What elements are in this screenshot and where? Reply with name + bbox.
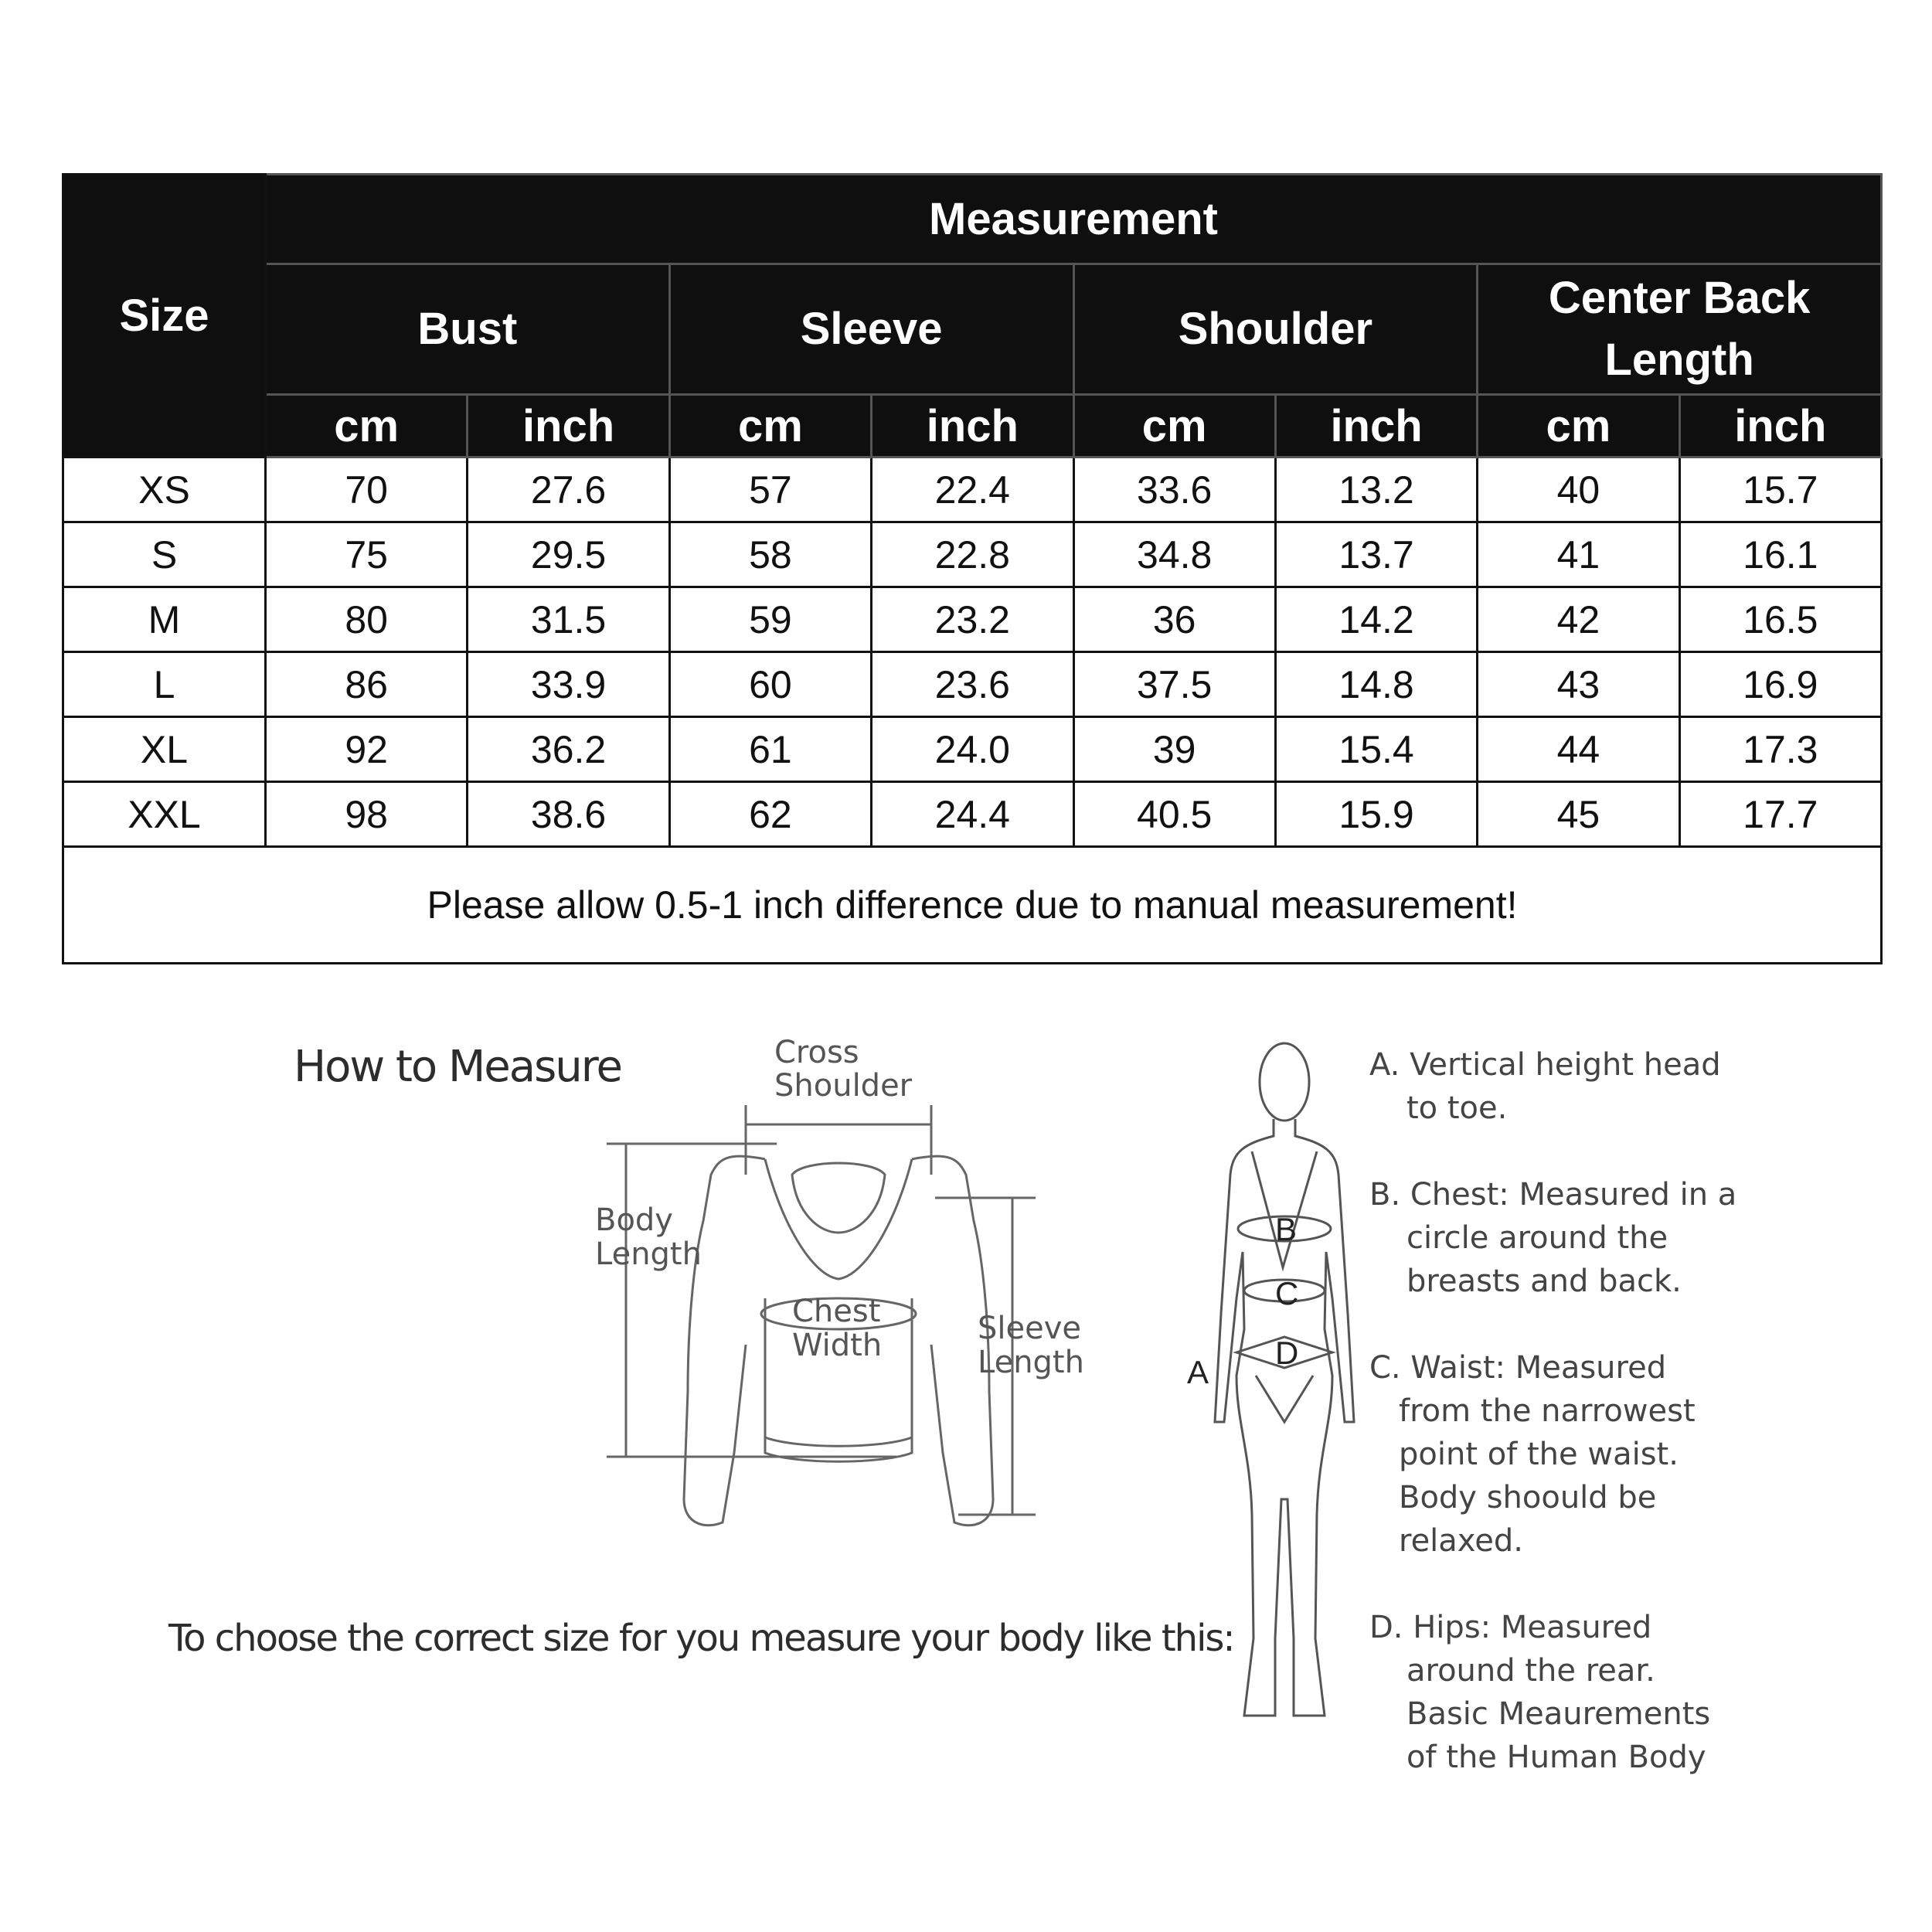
note-line: D. Hips: Measured: [1369, 1610, 1652, 1645]
value-cell: 17.7: [1679, 782, 1881, 847]
value-cell: 75: [266, 522, 468, 587]
value-cell: 61: [669, 717, 871, 782]
value-cell: 33.6: [1073, 457, 1275, 522]
sleeve-length-label: Length: [978, 1345, 1084, 1380]
note-line: B. Chest: Measured in a: [1369, 1177, 1737, 1213]
value-cell: 60: [669, 652, 871, 717]
value-cell: 13.2: [1275, 457, 1477, 522]
note-line: Basic Meaurements: [1406, 1696, 1711, 1732]
note-c: [1369, 1346, 1771, 1563]
size-cell: S: [63, 522, 266, 587]
body-head: [1260, 1043, 1309, 1121]
body-letter-c: C: [1275, 1275, 1299, 1311]
group-header-shoulder: Shoulder: [1073, 264, 1478, 395]
garment-hem: [765, 1437, 912, 1446]
value-cell: 16.1: [1679, 522, 1881, 587]
value-cell: 92: [266, 717, 468, 782]
cross-shoulder-label: Cross: [774, 1035, 859, 1070]
value-cell: 22.8: [872, 522, 1073, 587]
value-cell: 23.6: [872, 652, 1073, 717]
table-row: [63, 587, 1882, 652]
table-row: [63, 782, 1882, 847]
body-length-label: Body: [595, 1202, 673, 1238]
value-cell: 16.5: [1679, 587, 1881, 652]
body-letter-d: D: [1275, 1335, 1299, 1371]
group-header-bust: Bust: [266, 264, 670, 395]
note-line: to toe.: [1406, 1090, 1508, 1126]
value-cell: 15.4: [1275, 717, 1477, 782]
unit-header: inch: [1679, 395, 1881, 457]
value-cell: 14.2: [1275, 587, 1477, 652]
chest-width-label: Chest: [792, 1294, 881, 1329]
body-length-label: Length: [595, 1236, 702, 1272]
note-d: [1369, 1606, 1771, 1779]
table-row: [63, 457, 1882, 522]
body-letter-a: A: [1187, 1354, 1209, 1390]
body-measure-diagram: [1159, 1020, 1360, 1762]
note-line: relaxed.: [1399, 1523, 1523, 1559]
value-cell: 31.5: [468, 587, 669, 652]
body-letter-b: B: [1275, 1211, 1298, 1247]
table-row: [63, 717, 1882, 782]
value-cell: 36.2: [468, 717, 669, 782]
note-line: Body shoould be: [1399, 1480, 1657, 1515]
value-cell: 70: [266, 457, 468, 522]
how-to-measure-title: How to Measure: [294, 1042, 621, 1092]
table-row: [63, 522, 1882, 587]
value-cell: 38.6: [468, 782, 669, 847]
value-cell: 62: [669, 782, 871, 847]
note-a: [1369, 1043, 1771, 1130]
unit-header: cm: [1073, 395, 1275, 457]
unit-header: cm: [266, 395, 468, 457]
value-cell: 58: [669, 522, 871, 587]
value-cell: 14.8: [1275, 652, 1477, 717]
value-cell: 17.3: [1679, 717, 1881, 782]
note-line: A. Vertical height head: [1369, 1047, 1721, 1083]
size-cell: XXL: [63, 782, 266, 847]
note-line: point of the waist.: [1399, 1437, 1679, 1472]
unit-header: inch: [468, 395, 669, 457]
value-cell: 86: [266, 652, 468, 717]
note-b: [1369, 1173, 1771, 1303]
size-chart-table: [62, 173, 1883, 964]
value-cell: 80: [266, 587, 468, 652]
value-cell: 42: [1478, 587, 1679, 652]
note-line: of the Human Body: [1406, 1740, 1706, 1775]
value-cell: 44: [1478, 717, 1679, 782]
cross-shoulder-label: Shoulder: [774, 1068, 913, 1104]
body-outline: [1215, 1119, 1354, 1716]
value-cell: 43: [1478, 652, 1679, 717]
note-line: breasts and back.: [1406, 1264, 1682, 1299]
chest-width-label: Width: [792, 1328, 883, 1363]
garment-neckline: [792, 1163, 885, 1233]
value-cell: 39: [1073, 717, 1275, 782]
value-cell: 40.5: [1073, 782, 1275, 847]
value-cell: 33.9: [468, 652, 669, 717]
group-header-center-back-length: Center Back Length: [1478, 264, 1882, 395]
value-cell: 24.0: [872, 717, 1073, 782]
unit-header: cm: [1478, 395, 1679, 457]
value-cell: 16.9: [1679, 652, 1881, 717]
size-header: Size: [63, 175, 266, 457]
sleeve-length-label: Sleeve: [978, 1311, 1082, 1346]
garment-outline: [684, 1156, 765, 1526]
note-line: around the rear.: [1406, 1653, 1655, 1689]
unit-header: inch: [1275, 395, 1477, 457]
unit-header: cm: [669, 395, 871, 457]
value-cell: 13.7: [1275, 522, 1477, 587]
choose-size-instruction: To choose the correct size for you measure your body like this:: [168, 1617, 1234, 1660]
body-torso-detail: [1252, 1151, 1317, 1267]
size-cell: M: [63, 587, 266, 652]
value-cell: 34.8: [1073, 522, 1275, 587]
garment-measure-diagram: [572, 1020, 1113, 1546]
value-cell: 29.5: [468, 522, 669, 587]
value-cell: 45: [1478, 782, 1679, 847]
value-cell: 37.5: [1073, 652, 1275, 717]
unit-header: inch: [872, 395, 1073, 457]
value-cell: 59: [669, 587, 871, 652]
note-line: C. Waist: Measured: [1369, 1350, 1667, 1386]
size-cell: XS: [63, 457, 266, 522]
size-cell: XL: [63, 717, 266, 782]
measurement-note: Please allow 0.5-1 inch difference due to manual measurement!: [63, 847, 1882, 964]
note-line: circle around the: [1406, 1220, 1668, 1256]
group-header-sleeve: Sleeve: [669, 264, 1073, 395]
value-cell: 36: [1073, 587, 1275, 652]
value-cell: 40: [1478, 457, 1679, 522]
value-cell: 24.4: [872, 782, 1073, 847]
size-cell: L: [63, 652, 266, 717]
garment-outline: [765, 1159, 912, 1279]
note-line: from the narrowest: [1399, 1393, 1696, 1429]
value-cell: 27.6: [468, 457, 669, 522]
value-cell: 23.2: [872, 587, 1073, 652]
value-cell: 98: [266, 782, 468, 847]
value-cell: 15.9: [1275, 782, 1477, 847]
value-cell: 41: [1478, 522, 1679, 587]
value-cell: 57: [669, 457, 871, 522]
value-cell: 22.4: [872, 457, 1073, 522]
measurement-header: Measurement: [266, 175, 1882, 264]
value-cell: 15.7: [1679, 457, 1881, 522]
table-row: [63, 652, 1882, 717]
